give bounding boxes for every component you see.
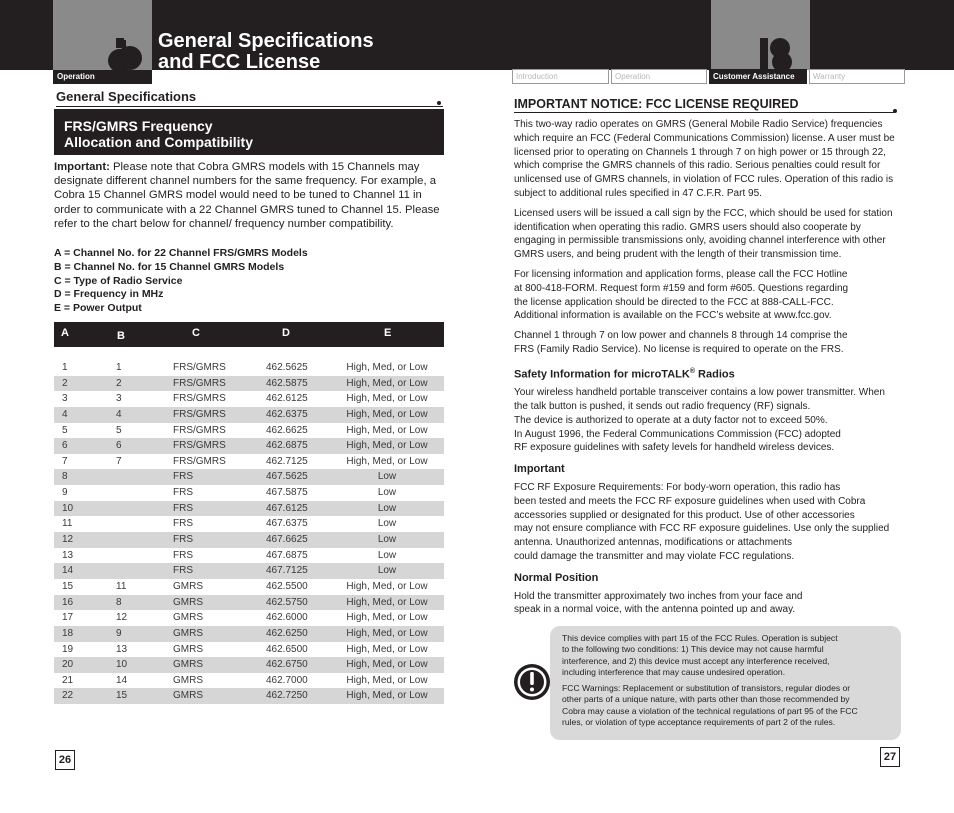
text-line: FRS (Family Radio Service). No license is required to operate on the FRS. — [514, 343, 844, 355]
cell-channel-a: 10 — [62, 502, 74, 514]
chapter-logo-icon — [106, 36, 152, 72]
cell-frequency: 462.6125 — [266, 393, 308, 405]
text-line: including interference that may cause undesired operation. — [562, 666, 786, 677]
table-row — [54, 532, 444, 548]
cell-frequency: 462.6250 — [266, 627, 308, 639]
cell-power-output: High, Med, or Low — [346, 424, 428, 436]
heading-dot — [437, 101, 441, 105]
cell-frequency: 467.6625 — [266, 534, 308, 546]
cell-frequency: 462.5500 — [266, 580, 308, 592]
column-header-c: C — [192, 327, 200, 339]
table-row — [54, 563, 444, 579]
frs-paragraph — [514, 329, 898, 357]
chapter-logo-icon — [756, 36, 802, 72]
text-line: rules, or violation of type acceptance requirements of part 2 of the rules. — [562, 717, 836, 728]
text-line: This device complies with part 15 of the FCC Rules. Operation is subject — [562, 633, 838, 643]
safety-heading — [514, 365, 898, 382]
table-row — [54, 360, 444, 376]
tab-operation[interactable]: Operation — [53, 70, 152, 84]
cell-channel-b: 2 — [116, 377, 122, 389]
license-paragraph: This two-way radio operates on GMRS (General Mobile Radio Service) frequencies which require an FCC (Federal Communications Commission) license. A user must be licensed prior to operating on Channels 1 through 7 on high power or 15 through 22, which comprise the GMRS channels of this radio. Serious penalties could result for unlicensed use of GMRS channels, in violation of FCC rules. Operation of this radio is subject to additional rules specified in 47 C.F.R. Part 95. — [514, 119, 895, 199]
cell-frequency: 467.5875 — [266, 487, 308, 499]
text-line: accessories supplied or designated for this product. Use of other accessories — [514, 509, 855, 521]
text-line: In August 1996, the Federal Communications Commission (FCC) adopted — [514, 428, 841, 440]
cell-channel-a: 15 — [62, 580, 74, 592]
cell-channel-b: 6 — [116, 440, 122, 452]
cell-service-type: FRS — [173, 487, 193, 499]
cell-frequency: 462.7000 — [266, 674, 308, 686]
warning-icon — [513, 663, 551, 701]
tab-introduction[interactable]: Introduction — [512, 69, 609, 84]
table-row — [54, 407, 444, 423]
heading-dot — [893, 109, 897, 113]
cell-service-type: GMRS — [173, 596, 203, 608]
text-line: The device is authorized to operate at a duty factor not to exceed 50%. — [514, 414, 828, 426]
cell-service-type: FRS — [173, 502, 193, 514]
text-line: other parts of a unique nature, with parts other than those recommended by — [562, 694, 850, 705]
page-number-left: 26 — [55, 750, 75, 770]
cell-service-type: FRS/GMRS — [173, 440, 226, 452]
cell-power-output: Low — [377, 549, 397, 561]
table-row — [54, 501, 444, 517]
cell-power-output: High, Med, or Low — [346, 377, 428, 389]
cell-power-output: Low — [377, 487, 397, 499]
cell-frequency: 467.5625 — [266, 471, 308, 483]
cell-service-type: FRS/GMRS — [173, 377, 226, 389]
text-line: speak in a normal voice, with the antenna pointed up and away. — [514, 604, 796, 616]
table-row — [54, 438, 444, 454]
box-title-line1: FRS/GMRS Frequency — [64, 118, 213, 134]
table-row — [54, 610, 444, 626]
cell-power-output: High, Med, or Low — [346, 612, 428, 624]
column-header-a: A — [61, 327, 69, 339]
text-line: been tested and meets the FCC RF exposure guidelines when used with Cobra — [514, 495, 866, 507]
text-line: Additional information is available on the FCC’s website at www.fcc.gov. — [514, 310, 832, 322]
legend-item: B = Channel No. for 15 Channel GMRS Models — [54, 260, 285, 273]
cell-channel-a: 6 — [62, 440, 68, 452]
cell-power-output: High, Med, or Low — [346, 643, 428, 655]
table-row — [54, 516, 444, 532]
cell-channel-a: 19 — [62, 643, 74, 655]
cell-channel-a: 12 — [62, 534, 74, 546]
cell-channel-a: 20 — [62, 659, 74, 671]
table-row — [54, 673, 444, 689]
right-column — [514, 118, 898, 623]
cell-service-type: GMRS — [173, 690, 203, 702]
normal-position-paragraph — [514, 590, 898, 618]
table-row — [54, 423, 444, 439]
cell-channel-a: 11 — [62, 518, 73, 530]
cell-power-output: Low — [377, 565, 397, 577]
column-header-b: B — [117, 330, 125, 342]
cell-channel-a: 1 — [62, 362, 68, 373]
cell-channel-b: 1 — [116, 362, 122, 373]
text-line: at 800-418-FORM. Request form #159 and form #605. Questions regarding — [514, 282, 849, 294]
cell-service-type: FRS — [173, 565, 193, 577]
table-row — [54, 657, 444, 673]
column-header-d: D — [282, 327, 290, 339]
cell-power-output: Low — [377, 518, 397, 530]
cell-channel-a: 22 — [62, 690, 74, 702]
cell-frequency: 462.5625 — [266, 362, 308, 373]
cell-channel-b: 4 — [116, 408, 122, 420]
cell-frequency: 462.6000 — [266, 612, 308, 624]
cell-service-type: FRS — [173, 549, 193, 561]
section-heading: General Specifications — [56, 89, 443, 107]
text-line: could damage the transmitter and may violate FCC regulations. — [514, 550, 795, 562]
text-line: FCC Warnings: Replacement or substitution of transistors, regular diodes or — [562, 683, 851, 694]
cell-channel-b: 8 — [116, 596, 122, 608]
cell-channel-a: 21 — [62, 674, 74, 686]
call-sign-paragraph: Licensed users will be issued a call sign by the FCC, which should be used for station identification when operating this radio. GMRS users should also cooperate by engaging in permissible transmissions only, avoiding channel interference with other GMRS users, and being prudent with the length of their transmission time. — [514, 207, 893, 261]
cell-frequency: 462.5750 — [266, 596, 308, 608]
normal-position-heading: Normal Position — [514, 571, 599, 584]
safety-paragraph — [514, 386, 898, 455]
column-header-e: E — [384, 327, 392, 339]
cell-frequency: 467.6875 — [266, 549, 308, 561]
cell-frequency: 462.7125 — [266, 455, 308, 467]
cell-power-output: High, Med, or Low — [346, 440, 428, 452]
table-row — [54, 642, 444, 658]
table-row — [54, 595, 444, 611]
fcc-warnings-paragraph — [562, 683, 891, 728]
cell-channel-b: 5 — [116, 424, 122, 436]
cell-frequency: 462.6375 — [266, 408, 308, 420]
cell-service-type: FRS/GMRS — [173, 408, 226, 420]
tab-customer-assistance[interactable]: Customer Assistance — [709, 69, 807, 84]
cell-channel-b: 12 — [116, 612, 128, 624]
text-line: Cobra may cause a violation of the technical regulations of part 95 of the FCC — [562, 705, 858, 716]
cell-service-type: FRS/GMRS — [173, 362, 226, 373]
cell-power-output: High, Med, or Low — [346, 690, 428, 702]
table-row — [54, 376, 444, 392]
table-row — [54, 391, 444, 407]
cell-power-output: High, Med, or Low — [346, 408, 428, 420]
table-row — [54, 548, 444, 564]
legend-item: C = Type of Radio Service — [54, 274, 183, 287]
cell-power-output: High, Med, or Low — [346, 455, 428, 467]
text-line: the license application should be directed to the FCC at 888-CALL-FCC. — [514, 296, 834, 308]
table-row — [54, 688, 444, 704]
cell-channel-a: 4 — [62, 408, 68, 420]
cell-channel-b: 11 — [116, 580, 127, 592]
tab-operation-right[interactable]: Operation — [611, 69, 707, 84]
cell-channel-a: 17 — [62, 612, 74, 624]
table-row — [54, 454, 444, 470]
table-header — [54, 322, 444, 347]
table-row — [54, 469, 444, 485]
cell-service-type: FRS/GMRS — [173, 424, 226, 436]
text-line: may not ensure compliance with FCC RF exposure guidelines. Use only the supplied — [514, 523, 890, 535]
cell-frequency: 462.6500 — [266, 643, 308, 655]
text-line: Channel 1 through 7 on low power and channels 8 through 14 comprise the — [514, 330, 848, 342]
cell-channel-b: 10 — [116, 659, 128, 671]
licensing-info-paragraph — [514, 268, 898, 323]
cell-channel-a: 7 — [62, 455, 68, 467]
box-title-line2: Allocation and Compatibility — [64, 134, 254, 150]
cell-channel-a: 18 — [62, 627, 74, 639]
important-text: Please note that Cobra GMRS models with 15 Channels may designate different channel numbers for the same frequency. For example, a Cobra 15 Channel GMRS model would need to be tuned to Channel 11 in order to communicate with a 22 Channel GMRS tuned to Channel 15. Please refer to the chart below for channel/ frequency number compatibility. — [54, 161, 440, 230]
important-label: Important: — [54, 161, 110, 173]
legend-item: A = Channel No. for 22 Channel FRS/GMRS Models — [54, 247, 308, 259]
page-number-right: 27 — [880, 747, 900, 767]
legend-item: E = Power Output — [54, 302, 142, 315]
cell-service-type: GMRS — [173, 627, 203, 639]
cell-service-type: GMRS — [173, 580, 203, 592]
text-line: FCC RF Exposure Requirements: For body-worn operation, this radio has — [514, 481, 841, 493]
cell-frequency: 462.7250 — [266, 690, 308, 702]
cell-frequency: 467.7125 — [266, 565, 308, 577]
important-heading: Important — [514, 463, 565, 476]
cell-channel-a: 8 — [62, 471, 68, 483]
legend-item: D = Frequency in MHz — [54, 288, 164, 301]
table-row — [54, 579, 444, 595]
cell-frequency: 462.6750 — [266, 659, 308, 671]
cell-channel-b: 15 — [116, 690, 128, 702]
cell-power-output: High, Med, or Low — [346, 362, 428, 373]
page-title-line1: General Specifications — [158, 30, 374, 52]
important-paragraph — [54, 160, 444, 231]
frequency-box-title — [54, 109, 444, 155]
text-line: to the following two conditions: 1) This device may not cause harmful — [562, 644, 824, 655]
table-row — [54, 485, 444, 501]
cell-channel-b: 13 — [116, 643, 128, 655]
cell-power-output: High, Med, or Low — [346, 393, 428, 405]
text-line: antenna. Unauthorized antennas, modifications or attachments — [514, 537, 792, 549]
cell-service-type: FRS/GMRS — [173, 455, 226, 467]
cell-power-output: High, Med, or Low — [346, 674, 428, 686]
notice-heading: IMPORTANT NOTICE: FCC LICENSE REQUIRED — [514, 97, 894, 113]
cell-channel-a: 14 — [62, 565, 74, 577]
cell-power-output: Low — [377, 502, 397, 514]
cell-channel-a: 13 — [62, 549, 74, 561]
cell-channel-a: 5 — [62, 424, 68, 436]
page-title — [158, 31, 374, 73]
cell-power-output: Low — [377, 534, 397, 546]
cell-power-output: High, Med, or Low — [346, 627, 428, 639]
cell-frequency: 462.6875 — [266, 440, 308, 452]
cell-service-type: GMRS — [173, 659, 203, 671]
cell-service-type: GMRS — [173, 643, 203, 655]
cell-frequency: 467.6125 — [266, 502, 308, 514]
safety-heading-text: Safety Information for microTALK — [514, 368, 690, 381]
cell-channel-a: 2 — [62, 377, 68, 389]
cell-frequency: 462.5875 — [266, 377, 308, 389]
cell-channel-a: 16 — [62, 596, 74, 608]
cell-service-type: FRS — [173, 518, 193, 530]
text-line: For licensing information and application forms, please call the FCC Hotline — [514, 268, 848, 280]
text-line: the talk button is pushed, it sends out radio frequency (RF) signals. — [514, 401, 811, 412]
cell-service-type: FRS/GMRS — [173, 393, 226, 405]
cell-channel-b: 3 — [116, 393, 122, 405]
cell-channel-a: 3 — [62, 393, 68, 405]
safety-heading-tail: Radios — [694, 368, 735, 381]
fcc-compliance-paragraph — [562, 633, 891, 678]
cell-frequency: 467.6375 — [266, 518, 308, 530]
page-title-line2: and FCC License — [158, 51, 321, 73]
text-line: Hold the transmitter approximately two inches from your face and — [514, 590, 803, 602]
cell-channel-b: 14 — [116, 674, 128, 686]
cell-service-type: GMRS — [173, 674, 203, 686]
cell-channel-b: 7 — [116, 455, 122, 467]
table-row — [54, 626, 444, 642]
fcc-compliance-box — [550, 626, 901, 740]
text-line: RF exposure guidelines with safety levels for handheld wireless devices. — [514, 442, 835, 454]
cell-service-type: GMRS — [173, 612, 203, 624]
rf-exposure-paragraph — [514, 481, 898, 564]
section-tabs — [512, 69, 907, 84]
cell-power-output: High, Med, or Low — [346, 580, 428, 592]
tab-warranty[interactable]: Warranty — [809, 69, 905, 84]
cell-power-output: Low — [377, 471, 397, 483]
cell-service-type: FRS — [173, 471, 193, 483]
cell-channel-a: 9 — [62, 487, 68, 499]
text-line: interference, and 2) this device must accept any interference received, — [562, 655, 830, 666]
frequency-table — [54, 360, 444, 704]
cell-service-type: FRS — [173, 534, 193, 546]
column-legend — [54, 247, 308, 316]
cell-power-output: High, Med, or Low — [346, 659, 428, 671]
cell-channel-b: 9 — [116, 627, 122, 639]
cell-power-output: High, Med, or Low — [346, 596, 428, 608]
cell-frequency: 462.6625 — [266, 424, 308, 436]
text-line: Your wireless handheld portable transceiver contains a low power transmitter. When — [514, 387, 885, 399]
registered-mark: ® — [689, 367, 695, 375]
